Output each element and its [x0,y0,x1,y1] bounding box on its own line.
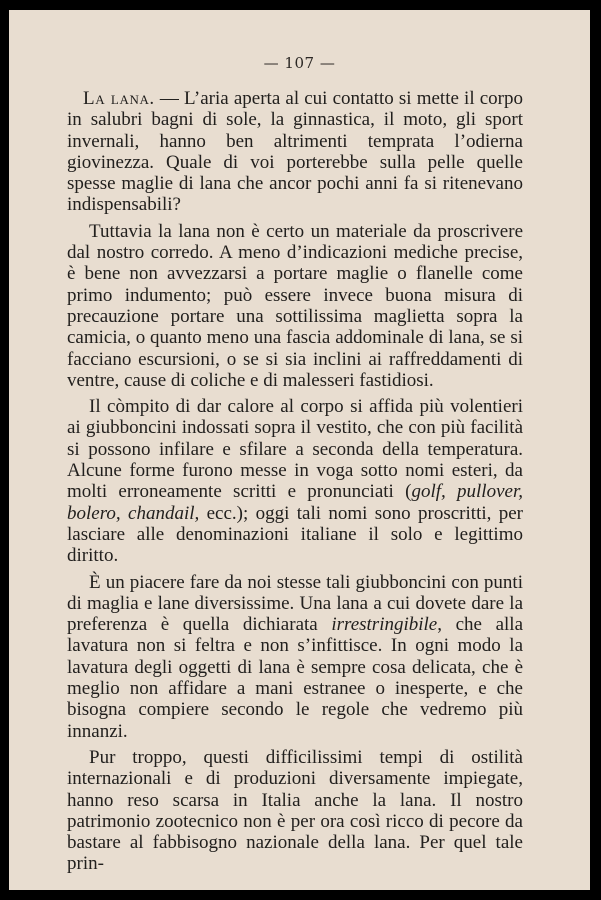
page-number: — 107 — [263,54,336,72]
paragraph-text: È un piacere fare da noi stesse tali giubboncini con punti di maglia e lane diversissime. Una lana a cui dovete dare la preferenza è quella dichiarata [67,571,523,636]
book-page [9,10,590,890]
foreign-words: golf, pullover, bolero, chandail, [67,481,523,524]
body-text [67,88,523,880]
paragraph-text: , che alla lavatura non si feltra e non s’infittisce. In ogni modo la lavatura degli oggetti di lana è sempre cosa delicata, che è meglio non affidare a mani estranee o inesperte, e che bisogna compiere secondo le regole che vedremo più innanzi. [67,614,523,742]
emphasis-word: irrestringibile [331,614,438,636]
paragraph-wool-use: Tuttavia la lana non è certo un materiale da proscrivere dal nostro corredo. A meno d’indicazioni mediche precise, è bene non avvezzarsi a portare maglie o flanelle come primo indumento; può essere invece buona misura di precauzione portare una sottilissima maglietta sopra la camicia, o quanto meno una fascia addominale di lana, se si facciano escursioni, o se si sia inclini ai raffreddamenti di ventre, cause di coliche e di malesseri fastidiosi. [67,220,523,391]
paragraph-scarcity: Pur troppo, questi difficilissimi tempi di ostilità internazionali e di produzioni diversamente impiegate, hanno reso scarsa in Italia anche la lana. Il nostro patrimonio zootecnico non è per ora così ricco di pecore da bastare al fabbisogno nazionale della lana. Per quel tale prin- [67,746,523,875]
paragraph-text: — L’aria aperta al cui contatto si mette il corpo in salubri bagni di sole, la ginnastica, il moto, gli sport invernali, hanno ben altrimenti temprata l’odierna giovinezza. Quale di voi porterebbe sulla pelle quelle spesse maglie di lana che ancor pochi anni fa si ritenevano indispensabili? [67,88,524,216]
paragraph-jackets [67,396,523,566]
paragraph-text: ecc.); oggi tali nomi sono proscritti, per lasciare alle denominazioni italiane il solo e legittimo diritto. [67,502,523,567]
paragraph-knitting [67,572,523,742]
paragraph-text: Il còmpito di dar calore al corpo si affida più volentieri ai giubboncini indossati sopra il vestito, che con più facilità si possono infilare e sfilare a seconda della temperatura. Alcune forme furono messe in voga sotto nomi esteri, da molti erroneamente scritti e pronunciati ( [67,396,523,503]
paragraph-wool-intro [67,88,523,216]
section-title: La lana. [83,88,155,109]
